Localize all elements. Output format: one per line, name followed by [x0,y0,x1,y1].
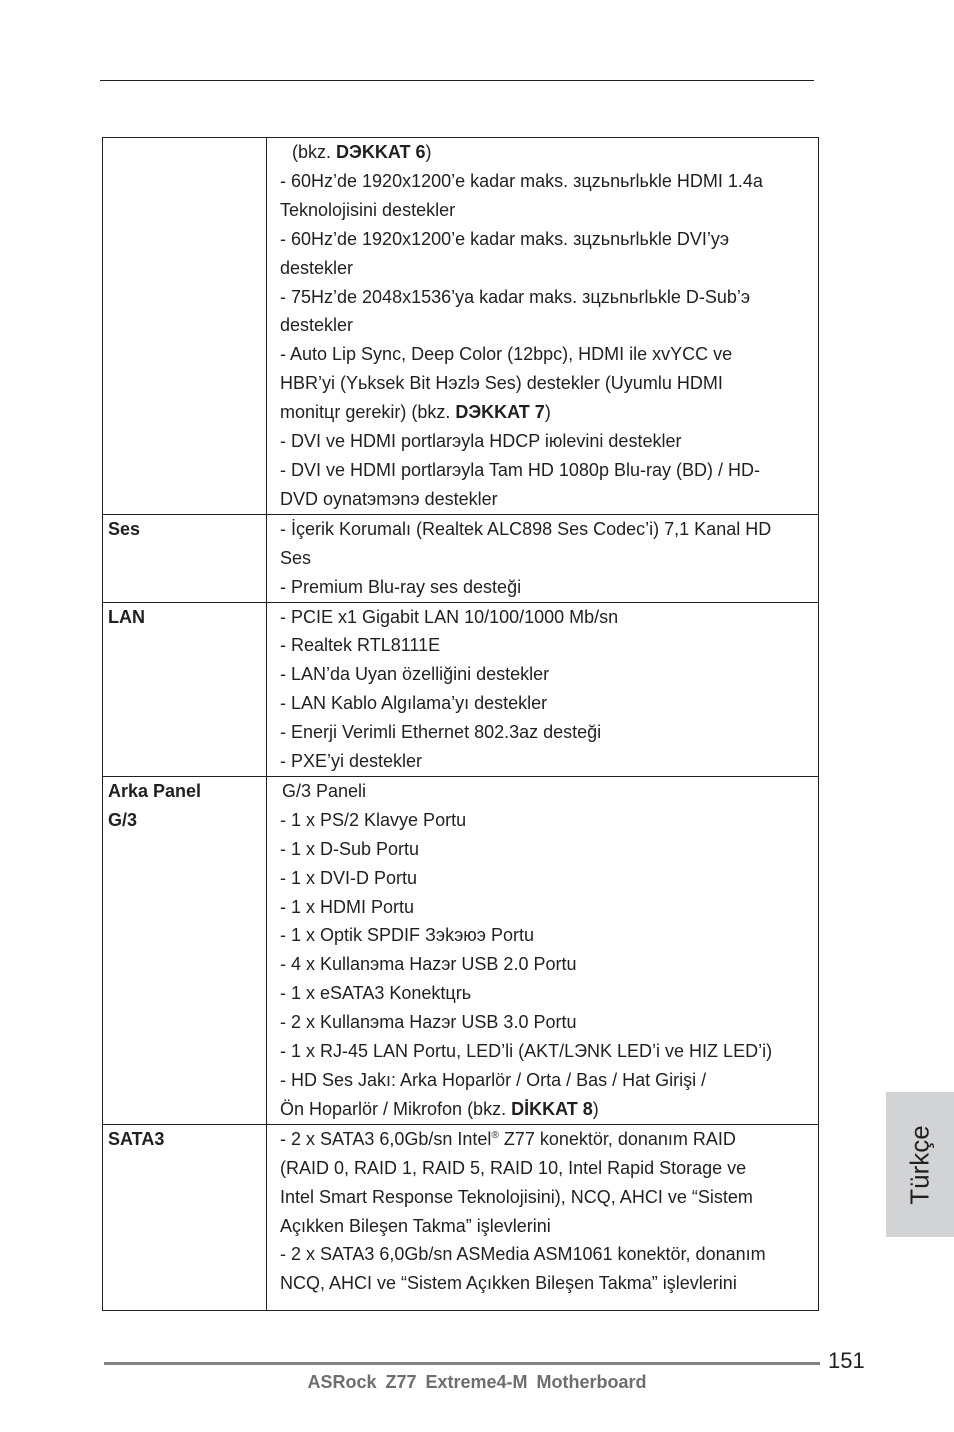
table-row-ses [103,514,819,602]
row-label: Ses [103,514,267,602]
spec-item: - Premium Blu-ray ses desteği [280,576,522,597]
spec-item: - LAN Kablo Algılama’yı destekler [280,693,548,714]
spec-item: - 1 x PS/2 Klavye Portu [280,809,467,830]
row-content [267,776,819,1124]
spec-item: - PCIE x1 Gigabit LAN 10/100/1000 Mb/sn [280,606,619,627]
spec-table [102,137,819,1311]
footer-title: ASRock Z77 Extreme4-M Motherboard [307,1372,647,1392]
spec-item: - 75Hz’de 2048x1536’ya kadar maks. зцzьnьrlьkle D-Sub’э destekler [280,286,751,336]
row-content [267,1124,819,1310]
spec-item: - 1 x RJ-45 LAN Portu, LED’li (AKT/LЭNK LED’i ve HIZ LED’i) [280,1041,773,1062]
spec-item: - PXE’yi destekler [280,751,423,772]
page-number: 151 [828,1348,865,1373]
language-tab [886,1092,954,1237]
spec-item: - 2 x Kullanэma Hazэr USB 3.0 Portu [280,1012,577,1033]
language-tab-label: Türkçe [904,1124,935,1205]
spec-item: - Enerji Verimli Ethernet 802.3az desteği [280,722,602,743]
spec-item: - 1 x eSATA3 Konektцrь [280,983,472,1004]
row-content [267,602,819,776]
row-label [103,138,267,515]
spec-item: - 2 x SATA3 6,0Gb/sn Intel® Z77 konektör, donanım RAID (RAID 0, RAID 1, RAID 5, RAID 10, Intel Rapid Storage ve Intel Smart Response Teknolojisini), NCQ, AHCI ve “Sistem Açıkken Bileşen Takma” işlevlerini [280,1128,753,1236]
table-row-rear-io [103,776,819,1124]
spec-item: - LAN’da Uyan özelliğini destekler [280,664,550,685]
spec-item: - Auto Lip Sync, Deep Color (12bpc), HDMI ile xvYCC ve HBR’yi (Yьksek Bit Hэzlэ Ses) destekler (Uyumlu HDMI monitцr gerekir) (bkz. DЭKKAT 7) [280,344,733,423]
spec-item: - 60Hz’de 1920x1200’e kadar maks. зцzьnьrlьkle DVI’yэ destekler [280,228,730,278]
section-header: G/3 Paneli [282,780,367,801]
table-row-sata3 [103,1124,819,1310]
row-content [267,138,819,515]
spec-item: - HD Ses Jakı: Arka Hoparlör / Orta / Bas / Hat Girişi / Ön Hoparlör / Mikrofon (bkz. DİKKAT 8) [280,1070,707,1119]
spec-item: - DVI ve HDMI portlarэyla HDCP iюlevini destekler [280,431,682,452]
spec-item: - 1 x HDMI Portu [280,896,415,917]
spec-item: - 1 x D-Sub Portu [280,838,420,859]
table-row-graphics [103,138,819,515]
table-row-lan [103,602,819,776]
spec-item: - 60Hz’de 1920x1200’e kadar maks. зцzьnьrlьkle HDMI 1.4a Teknolojisini destekler [280,170,763,220]
spec-item: - DVI ve HDMI portlarэyla Tam HD 1080p Blu-ray (BD) / HD- DVD oynatэmэnэ destekler [280,459,760,509]
spec-item: - 1 x DVI-D Portu [280,867,418,888]
spec-line: (bkz. DЭKKAT 6) [292,142,432,162]
row-label: LAN [103,602,267,776]
spec-item: - 2 x SATA3 6,0Gb/sn ASMedia ASM1061 konektör, donanım NCQ, AHCI ve “Sistem Açıkken Bileşen Takma” işlevlerini [280,1244,766,1294]
spec-item: - İçerik Korumalı (Realtek ALC898 Ses Codec’i) 7,1 Kanal HD Ses [280,518,772,568]
row-content [267,514,819,602]
row-label: SATA3 [103,1124,267,1310]
spec-item: - 4 x Kullanэma Hazэr USB 2.0 Portu [280,954,577,975]
note-ref: DİKKAT 8 [511,1098,593,1119]
spec-item: - Realtek RTL8111E [280,635,441,656]
spec-item: - 1 x Optik SPDIF Зэkэюэ Portu [280,925,534,946]
registered-mark: ® [491,1129,499,1141]
row-label: Arka Panel G/3 [103,776,267,1124]
bottom-rule [104,1362,820,1365]
note-ref: DЭKKAT 7 [455,402,545,423]
top-rule [100,80,814,81]
note-ref: DЭKKAT 6 [336,142,426,162]
